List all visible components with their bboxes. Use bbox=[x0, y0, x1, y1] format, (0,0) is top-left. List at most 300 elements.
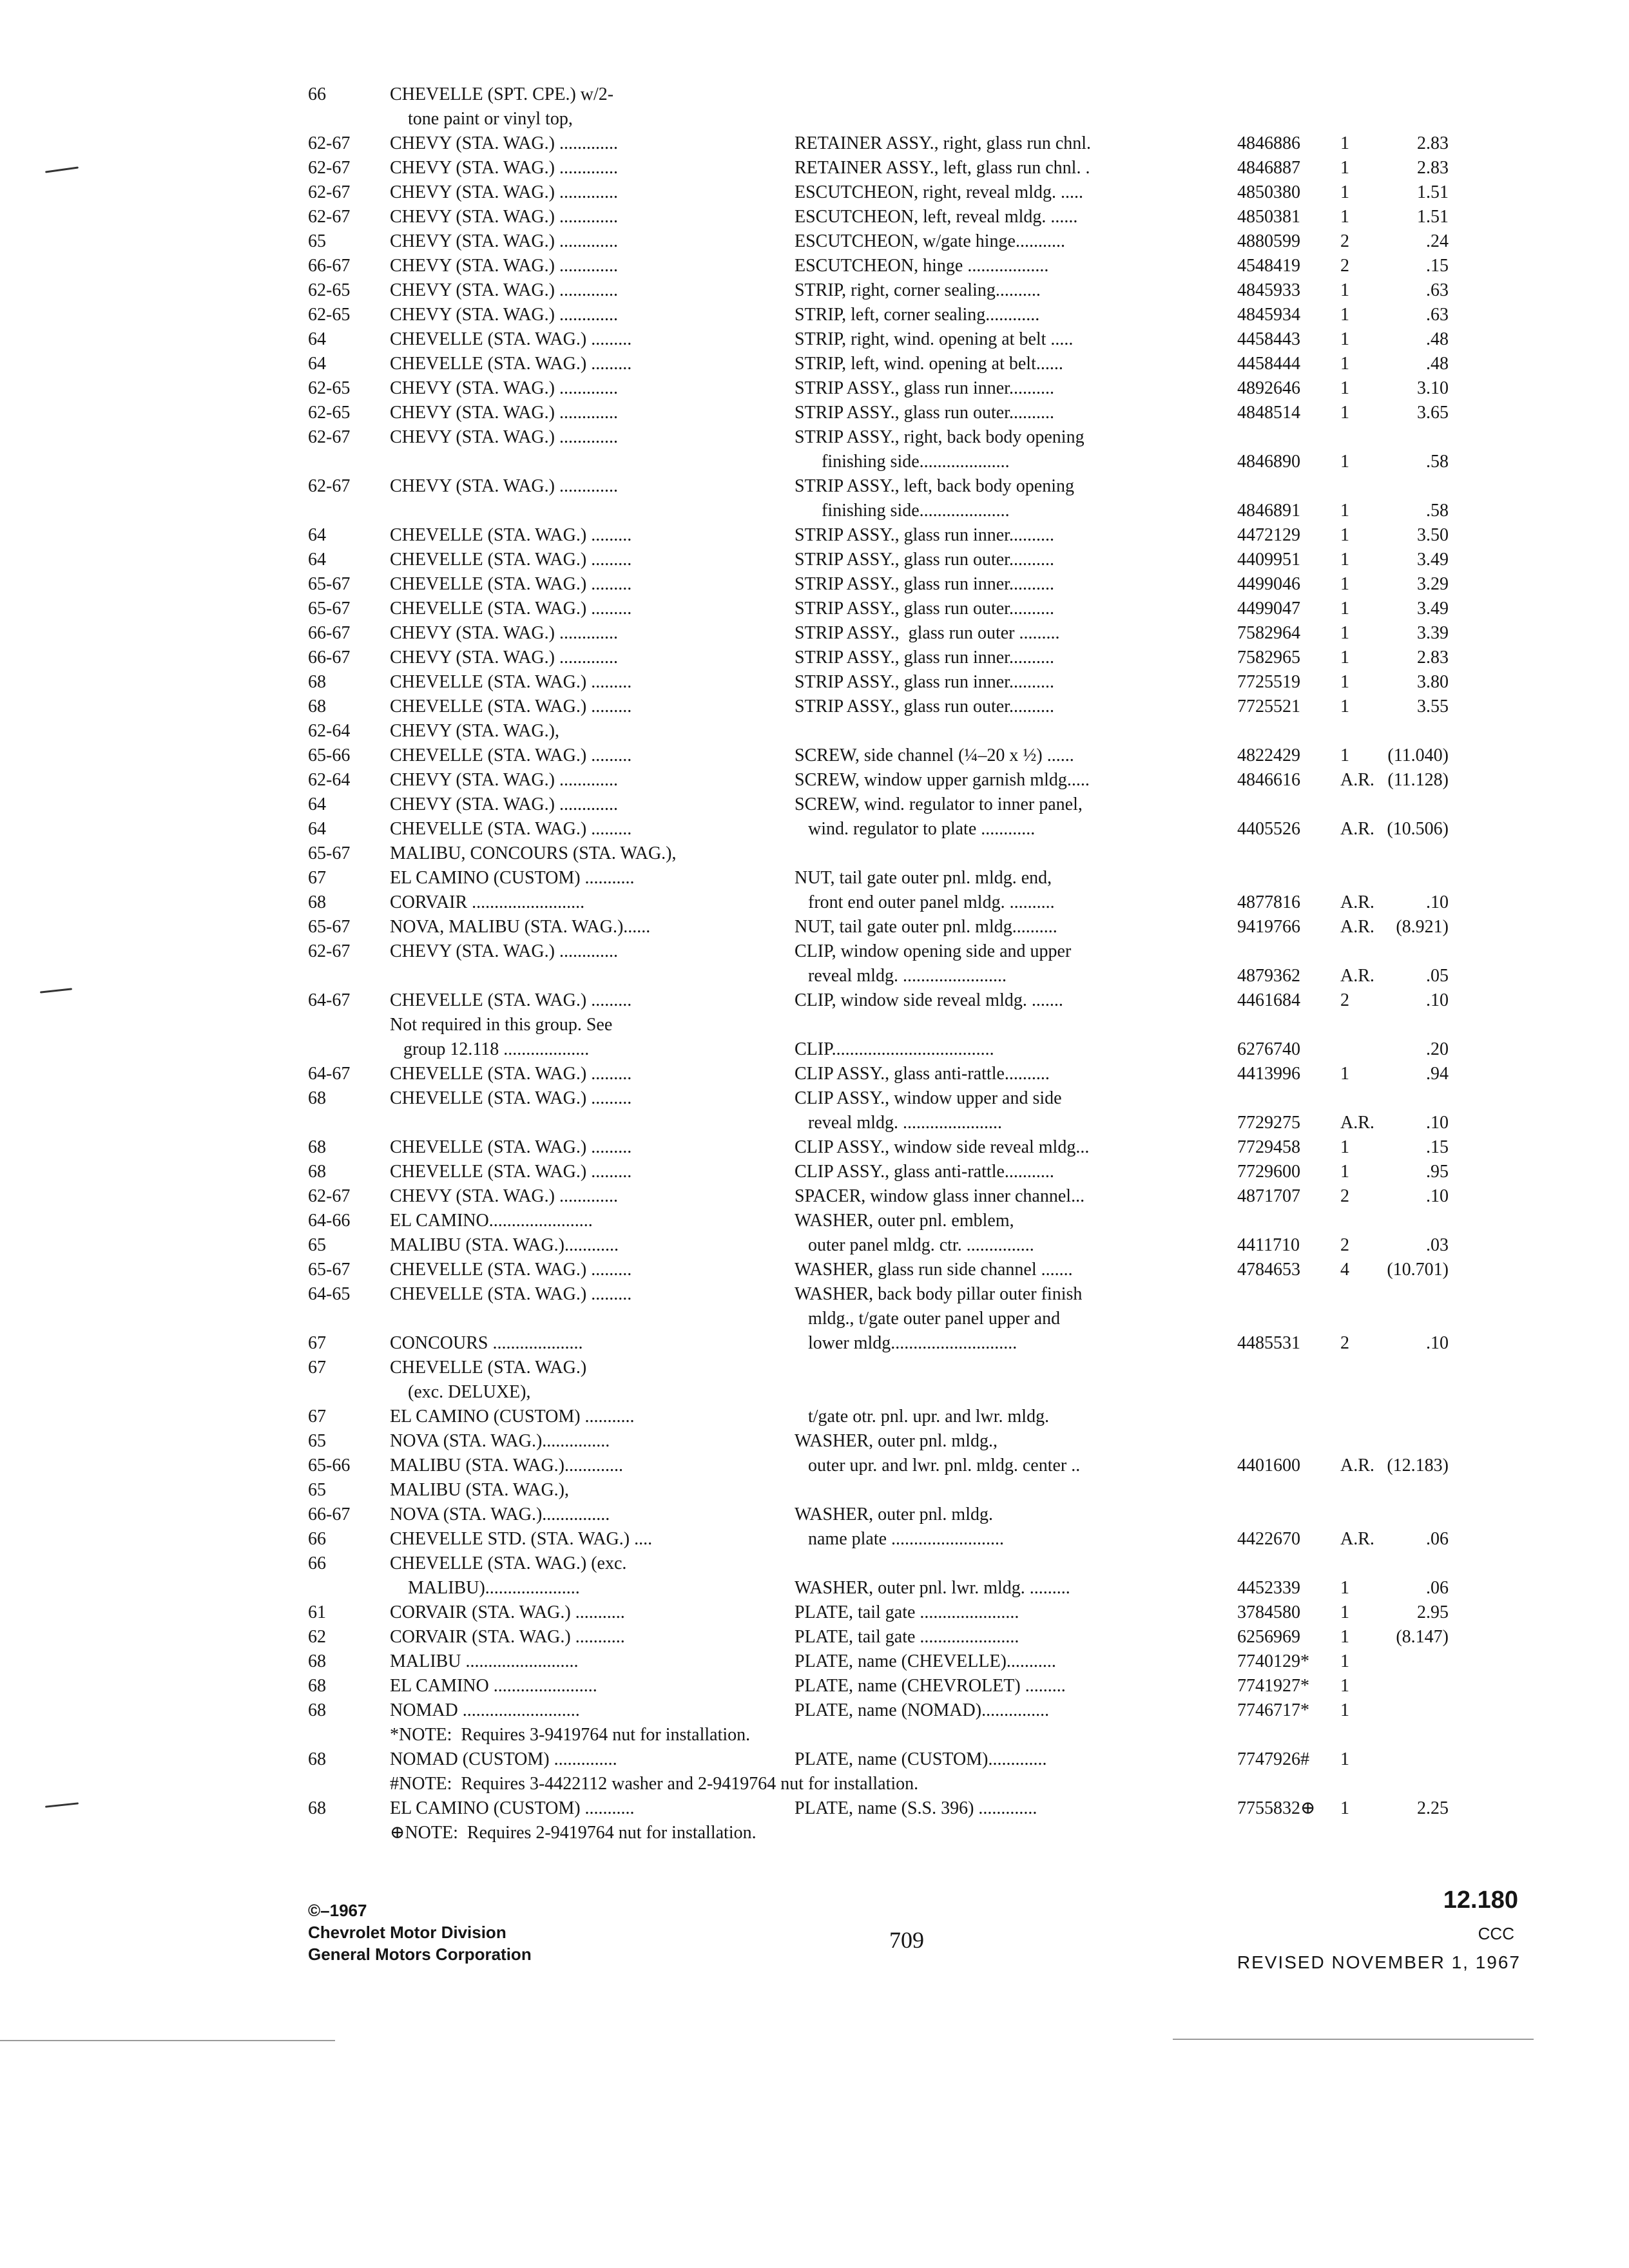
parts-row bbox=[0, 180, 1629, 205]
model-name: CHEVY (STA. WAG.) ............. bbox=[390, 403, 618, 423]
model-name: NOVA, MALIBU (STA. WAG.)...... bbox=[390, 917, 651, 937]
parts-row bbox=[0, 768, 1629, 793]
quantity: 1 bbox=[1340, 452, 1349, 472]
model-year: 65 bbox=[308, 1235, 326, 1255]
model-year: 64-66 bbox=[308, 1211, 351, 1231]
model-year: 64-65 bbox=[308, 1284, 351, 1304]
model-year: 65 bbox=[308, 231, 326, 251]
price: .10 bbox=[1426, 1333, 1449, 1353]
quantity: 1 bbox=[1340, 329, 1349, 349]
model-name: CHEVELLE (STA. WAG.) ......... bbox=[390, 672, 632, 692]
part-description: PLATE, name (CHEVELLE)........... bbox=[795, 1651, 1056, 1671]
model-year: 66 bbox=[308, 84, 326, 104]
part-number: 9419766 bbox=[1237, 917, 1300, 937]
model-year: 62-67 bbox=[308, 207, 351, 227]
model-name: CHEVELLE (STA. WAG.) ......... bbox=[390, 525, 632, 545]
parts-row bbox=[0, 278, 1629, 303]
model-year: 65-67 bbox=[308, 843, 351, 863]
model-year: 66-67 bbox=[308, 648, 351, 668]
model-name: CHEVELLE (STA. WAG.) ......... bbox=[390, 819, 632, 839]
model-year: 64-67 bbox=[308, 1064, 351, 1084]
model-year: 66-67 bbox=[308, 623, 351, 643]
model-year: 65-67 bbox=[308, 574, 351, 594]
footnote-text: #NOTE: Requires 3-4422112 washer and 2-9419764 nut for installation. bbox=[390, 1774, 919, 1794]
parts-row bbox=[0, 1429, 1629, 1454]
part-description: STRIP ASSY., glass run inner.......... bbox=[795, 574, 1054, 594]
part-number: 7582965 bbox=[1237, 648, 1300, 668]
model-name: CHEVELLE (STA. WAG.) ......... bbox=[390, 599, 632, 619]
quantity: 1 bbox=[1340, 1749, 1349, 1769]
parts-row bbox=[0, 1454, 1629, 1478]
quantity: 1 bbox=[1340, 672, 1349, 692]
parts-row bbox=[0, 621, 1629, 646]
parts-row bbox=[0, 1796, 1629, 1821]
model-name: CHEVELLE (STA. WAG.) ......... bbox=[390, 1284, 632, 1304]
parts-row bbox=[0, 572, 1629, 597]
quantity: 1 bbox=[1340, 1651, 1349, 1671]
model-year: 62-65 bbox=[308, 403, 351, 423]
model-year: 68 bbox=[308, 1700, 326, 1720]
model-name: group 12.118 ................... bbox=[390, 1039, 590, 1059]
parts-row bbox=[0, 1600, 1629, 1625]
parts-row bbox=[0, 646, 1629, 670]
part-description: SCREW, wind. regulator to inner panel, bbox=[795, 794, 1083, 814]
copyright: ©–1967 bbox=[308, 1901, 367, 1920]
scan-edge-line-right bbox=[1173, 2039, 1534, 2040]
price: 1.51 bbox=[1417, 207, 1449, 227]
model-name: tone paint or vinyl top, bbox=[390, 109, 573, 129]
parts-row bbox=[0, 131, 1629, 156]
parts-row bbox=[0, 156, 1629, 180]
price: .48 bbox=[1426, 354, 1449, 374]
quantity: 1 bbox=[1340, 354, 1349, 374]
model-year: 68 bbox=[308, 1749, 326, 1769]
parts-row bbox=[0, 1405, 1629, 1429]
model-year: 67 bbox=[308, 1333, 326, 1353]
parts-row bbox=[0, 303, 1629, 327]
quantity: 1 bbox=[1340, 697, 1349, 716]
model-name: EL CAMINO (CUSTOM) ........... bbox=[390, 1407, 635, 1427]
quantity: A.R. bbox=[1340, 1456, 1374, 1475]
parts-row bbox=[0, 1135, 1629, 1160]
parts-row bbox=[0, 1258, 1629, 1282]
quantity: 1 bbox=[1340, 280, 1349, 300]
model-name: CHEVELLE (STA. WAG.) ......... bbox=[390, 1162, 632, 1182]
price: (10.506) bbox=[1387, 819, 1449, 839]
model-year: 68 bbox=[308, 892, 326, 912]
model-year: 64 bbox=[308, 819, 326, 839]
price: 2.95 bbox=[1417, 1602, 1449, 1622]
part-number: 3784580 bbox=[1237, 1602, 1300, 1622]
price: 3.10 bbox=[1417, 378, 1449, 398]
model-year: 65 bbox=[308, 1480, 326, 1500]
parts-row bbox=[0, 352, 1629, 376]
model-name: CHEVY (STA. WAG.) ............. bbox=[390, 941, 618, 961]
price: (11.128) bbox=[1387, 770, 1449, 790]
price: .63 bbox=[1426, 280, 1449, 300]
model-name: CHEVY (STA. WAG.) ............. bbox=[390, 133, 618, 153]
model-year: 68 bbox=[308, 1798, 326, 1818]
part-description: RETAINER ASSY., right, glass run chnl. bbox=[795, 133, 1092, 153]
model-name: (exc. DELUXE), bbox=[390, 1382, 531, 1402]
model-year: 64 bbox=[308, 329, 326, 349]
part-description: PLATE, name (S.S. 396) ............. bbox=[795, 1798, 1037, 1818]
part-number: 4405526 bbox=[1237, 819, 1300, 839]
part-description: STRIP ASSY., glass run outer.......... bbox=[795, 599, 1054, 619]
part-number: 4499046 bbox=[1237, 574, 1300, 594]
part-description: STRIP ASSY., glass run outer.......... bbox=[795, 697, 1054, 716]
price: 3.55 bbox=[1417, 697, 1449, 716]
quantity: 1 bbox=[1340, 1578, 1349, 1598]
model-name: CORVAIR ......................... bbox=[390, 892, 585, 912]
quantity: 1 bbox=[1340, 599, 1349, 619]
part-description: SCREW, window upper garnish mldg..... bbox=[795, 770, 1090, 790]
part-number: 4892646 bbox=[1237, 378, 1300, 398]
model-year: 66-67 bbox=[308, 1504, 351, 1524]
model-year: 68 bbox=[308, 697, 326, 716]
model-name: CHEVY (STA. WAG.) ............. bbox=[390, 648, 618, 668]
model-name: CHEVELLE (STA. WAG.) ......... bbox=[390, 1260, 632, 1280]
parts-row bbox=[0, 1356, 1629, 1380]
price: 3.65 bbox=[1417, 403, 1449, 423]
model-name: NOMAD (CUSTOM) .............. bbox=[390, 1749, 617, 1769]
model-name: EL CAMINO ....................... bbox=[390, 1676, 597, 1696]
quantity: 2 bbox=[1340, 1235, 1349, 1255]
part-description: SCREW, side channel (¼–20 x ½) ...... bbox=[795, 745, 1074, 765]
model-name: CHEVY (STA. WAG.) ............. bbox=[390, 794, 618, 814]
price: .06 bbox=[1426, 1529, 1449, 1549]
part-number: 4784653 bbox=[1237, 1260, 1300, 1280]
quantity: A.R. bbox=[1340, 892, 1374, 912]
part-number: 4452339 bbox=[1237, 1578, 1300, 1598]
model-year: 62-65 bbox=[308, 378, 351, 398]
part-number: 4879362 bbox=[1237, 966, 1300, 986]
model-year: 65 bbox=[308, 1431, 326, 1451]
model-year: 68 bbox=[308, 1137, 326, 1157]
parts-row bbox=[0, 1160, 1629, 1184]
model-name: MALIBU, CONCOURS (STA. WAG.), bbox=[390, 843, 677, 863]
part-description: CLIP ASSY., window upper and side reveal mldg. ...................... bbox=[795, 1088, 1062, 1133]
quantity: A.R. bbox=[1340, 819, 1374, 839]
model-name: CHEVY (STA. WAG.) ............. bbox=[390, 256, 618, 276]
part-number: 7747926# bbox=[1237, 1749, 1309, 1769]
part-number: 4422670 bbox=[1237, 1529, 1300, 1549]
model-year: 62-67 bbox=[308, 133, 351, 153]
model-name: CHEVELLE (STA. WAG.) ......... bbox=[390, 574, 632, 594]
parts-row bbox=[0, 817, 1629, 841]
model-name: CORVAIR (STA. WAG.) ........... bbox=[390, 1602, 625, 1622]
footnote bbox=[0, 1723, 1629, 1747]
catalog-code: CCC bbox=[1478, 1924, 1514, 1943]
part-number: 4411710 bbox=[1237, 1235, 1300, 1255]
quantity: 1 bbox=[1340, 1162, 1349, 1182]
model-name: CHEVELLE (STA. WAG.) ......... bbox=[390, 745, 632, 765]
quantity: 1 bbox=[1340, 1676, 1349, 1696]
part-description: STRIP, left, wind. opening at belt...... bbox=[795, 354, 1063, 374]
part-description: front end outer panel mldg. .......... bbox=[795, 892, 1055, 912]
part-description: PLATE, name (NOMAD)............... bbox=[795, 1700, 1050, 1720]
part-description: STRIP ASSY., glass run inner.......... bbox=[795, 648, 1054, 668]
price: 1.51 bbox=[1417, 182, 1449, 202]
price: .06 bbox=[1426, 1578, 1449, 1598]
parts-row bbox=[0, 1331, 1629, 1356]
quantity: 4 bbox=[1340, 1260, 1349, 1280]
quantity: 2 bbox=[1340, 1333, 1349, 1353]
price: .15 bbox=[1426, 1137, 1449, 1157]
parts-row bbox=[0, 1233, 1629, 1258]
parts-row bbox=[0, 254, 1629, 278]
price: .15 bbox=[1426, 256, 1449, 276]
part-description: PLATE, name (CHEVROLET) ......... bbox=[795, 1676, 1066, 1696]
model-name: CHEVY (STA. WAG.) ............. bbox=[390, 427, 618, 447]
price: .03 bbox=[1426, 1235, 1449, 1255]
model-year: 62-67 bbox=[308, 158, 351, 178]
quantity: 1 bbox=[1340, 501, 1349, 521]
model-name: CORVAIR (STA. WAG.) ........... bbox=[390, 1627, 625, 1647]
parts-row bbox=[0, 425, 1629, 474]
part-number: 7729275 bbox=[1237, 1113, 1300, 1133]
parts-row bbox=[0, 1209, 1629, 1233]
model-name: CHEVELLE STD. (STA. WAG.) .... bbox=[390, 1529, 653, 1549]
model-name: EL CAMINO....................... bbox=[390, 1211, 593, 1231]
price: (8.921) bbox=[1396, 917, 1449, 937]
price: .05 bbox=[1426, 966, 1449, 986]
parts-row bbox=[0, 1698, 1629, 1723]
parts-row bbox=[0, 401, 1629, 425]
part-description: outer panel mldg. ctr. ............... bbox=[795, 1235, 1034, 1255]
part-number: 4845934 bbox=[1237, 305, 1300, 325]
model-name: EL CAMINO (CUSTOM) ........... bbox=[390, 868, 635, 888]
part-description: SPACER, window glass inner channel... bbox=[795, 1186, 1085, 1206]
model-year: 65-66 bbox=[308, 745, 351, 765]
model-year: 68 bbox=[308, 1088, 326, 1108]
model-name: CHEVY (STA. WAG.) ............. bbox=[390, 623, 618, 643]
price: (10.701) bbox=[1387, 1260, 1449, 1280]
parts-row bbox=[0, 82, 1629, 107]
price: .63 bbox=[1426, 305, 1449, 325]
parts-row bbox=[0, 1674, 1629, 1698]
parts-row bbox=[0, 1576, 1629, 1600]
quantity: 1 bbox=[1340, 1700, 1349, 1720]
parts-row bbox=[0, 841, 1629, 866]
part-description: STRIP ASSY., glass run outer ......... bbox=[795, 623, 1060, 643]
part-number: 4413996 bbox=[1237, 1064, 1300, 1084]
price: .94 bbox=[1426, 1064, 1449, 1084]
footnote bbox=[0, 1821, 1629, 1845]
part-description: WASHER, outer pnl. mldg., bbox=[795, 1431, 998, 1451]
price: .10 bbox=[1426, 1186, 1449, 1206]
part-description: t/gate otr. pnl. upr. and lwr. mldg. bbox=[795, 1407, 1050, 1427]
model-year: 66 bbox=[308, 1553, 326, 1573]
model-year: 64 bbox=[308, 525, 326, 545]
model-year: 62-67 bbox=[308, 476, 351, 496]
page-number: 709 bbox=[889, 1927, 924, 1953]
publisher-block bbox=[308, 1899, 532, 1965]
model-name: MALIBU (STA. WAG.)............ bbox=[390, 1235, 619, 1255]
parts-row bbox=[0, 107, 1629, 131]
part-description: STRIP ASSY., glass run inner.......... bbox=[795, 378, 1054, 398]
quantity: A.R. bbox=[1340, 1113, 1374, 1133]
quantity: 2 bbox=[1340, 231, 1349, 251]
part-description: WASHER, outer pnl. lwr. mldg. ......... bbox=[795, 1578, 1070, 1598]
part-number: 4848514 bbox=[1237, 403, 1300, 423]
part-description: PLATE, tail gate ...................... bbox=[795, 1602, 1019, 1622]
part-number: 7741927* bbox=[1237, 1676, 1309, 1696]
model-year: 62-65 bbox=[308, 305, 351, 325]
part-number: 4458444 bbox=[1237, 354, 1300, 374]
model-year: 64 bbox=[308, 354, 326, 374]
parts-row bbox=[0, 1552, 1629, 1576]
model-name: CHEVELLE (STA. WAG.) ......... bbox=[390, 550, 632, 570]
part-number: 4845933 bbox=[1237, 280, 1300, 300]
parts-row bbox=[0, 474, 1629, 523]
quantity: 1 bbox=[1340, 182, 1349, 202]
model-name: CHEVELLE (STA. WAG.) ......... bbox=[390, 329, 632, 349]
part-number: 4850381 bbox=[1237, 207, 1300, 227]
quantity: 1 bbox=[1340, 378, 1349, 398]
quantity: 1 bbox=[1340, 1137, 1349, 1157]
model-name: CHEVY (STA. WAG.) ............. bbox=[390, 1186, 618, 1206]
part-description: CLIP ASSY., glass anti-rattle........... bbox=[795, 1162, 1054, 1182]
quantity: 2 bbox=[1340, 256, 1349, 276]
quantity: 1 bbox=[1340, 1798, 1349, 1818]
parts-row bbox=[0, 597, 1629, 621]
model-year: 68 bbox=[308, 1651, 326, 1671]
part-number: 7725521 bbox=[1237, 697, 1300, 716]
model-year: 62-64 bbox=[308, 770, 351, 790]
model-name: MALIBU)..................... bbox=[390, 1578, 580, 1598]
part-description: STRIP ASSY., glass run outer.......... bbox=[795, 550, 1054, 570]
parts-row bbox=[0, 744, 1629, 768]
price: 2.83 bbox=[1417, 648, 1449, 668]
model-year: 66-67 bbox=[308, 256, 351, 276]
part-number: 4846616 bbox=[1237, 770, 1300, 790]
price: .24 bbox=[1426, 231, 1449, 251]
parts-row bbox=[0, 670, 1629, 695]
footnote-text: *NOTE: Requires 3-9419764 nut for installation. bbox=[390, 1725, 751, 1745]
part-number: 7725519 bbox=[1237, 672, 1300, 692]
price: (11.040) bbox=[1387, 745, 1449, 765]
part-description: WASHER, outer pnl. mldg. bbox=[795, 1504, 993, 1524]
parts-row bbox=[0, 1747, 1629, 1772]
company-name: Chevrolet Motor Division bbox=[308, 1923, 506, 1942]
model-name: MALIBU (STA. WAG.), bbox=[390, 1480, 570, 1500]
quantity: 1 bbox=[1340, 133, 1349, 153]
part-number: 4461684 bbox=[1237, 990, 1300, 1010]
part-number: 4548419 bbox=[1237, 256, 1300, 276]
parts-row bbox=[0, 327, 1629, 352]
quantity: 1 bbox=[1340, 158, 1349, 178]
model-year: 66 bbox=[308, 1529, 326, 1549]
price: (12.183) bbox=[1387, 1456, 1449, 1475]
revision-date: REVISED NOVEMBER 1, 1967 bbox=[1237, 1952, 1521, 1972]
model-year: 65-67 bbox=[308, 1260, 351, 1280]
quantity: A.R. bbox=[1340, 966, 1374, 986]
part-description: NUT, tail gate outer pnl. mldg. end, bbox=[795, 868, 1052, 888]
part-number: 4871707 bbox=[1237, 1186, 1300, 1206]
part-number: 4877816 bbox=[1237, 892, 1300, 912]
parts-row bbox=[0, 229, 1629, 254]
model-name: NOVA (STA. WAG.)............... bbox=[390, 1431, 610, 1451]
part-description: name plate ......................... bbox=[795, 1529, 1005, 1549]
part-number: 7755832⊕ bbox=[1237, 1798, 1316, 1818]
parts-row bbox=[0, 890, 1629, 915]
model-name: NOVA (STA. WAG.)............... bbox=[390, 1504, 610, 1524]
quantity: 1 bbox=[1340, 574, 1349, 594]
price: 3.39 bbox=[1417, 623, 1449, 643]
model-name: CHEVELLE (STA. WAG.) ......... bbox=[390, 1088, 632, 1108]
part-description: ESCUTCHEON, left, reveal mldg. ...... bbox=[795, 207, 1078, 227]
part-description: STRIP, right, corner sealing.......... bbox=[795, 280, 1041, 300]
part-number: 7740129* bbox=[1237, 1651, 1309, 1671]
price: 2.83 bbox=[1417, 158, 1449, 178]
part-description: CLIP ASSY., glass anti-rattle.......... bbox=[795, 1064, 1050, 1084]
model-name: CHEVELLE (STA. WAG.) ......... bbox=[390, 697, 632, 716]
quantity: 1 bbox=[1340, 525, 1349, 545]
part-number: 7729600 bbox=[1237, 1162, 1300, 1182]
part-number: 7729458 bbox=[1237, 1137, 1300, 1157]
part-description: mldg., t/gate outer panel upper and bbox=[795, 1309, 1061, 1329]
part-description: CLIP.................................... bbox=[795, 1039, 994, 1059]
footnote-text: ⊕NOTE: Requires 2-9419764 nut for installation. bbox=[390, 1823, 757, 1843]
model-year: 62-67 bbox=[308, 941, 351, 961]
model-name: CHEVY (STA. WAG.) ............. bbox=[390, 182, 618, 202]
part-number: 4499047 bbox=[1237, 599, 1300, 619]
price: 3.49 bbox=[1417, 599, 1449, 619]
part-description: STRIP ASSY., glass run outer.......... bbox=[795, 403, 1054, 423]
price: .48 bbox=[1426, 329, 1449, 349]
model-year: 67 bbox=[308, 1358, 326, 1378]
quantity: 1 bbox=[1340, 623, 1349, 643]
model-name: CHEVY (STA. WAG.) ............. bbox=[390, 378, 618, 398]
model-year: 68 bbox=[308, 672, 326, 692]
model-name: CHEVY (STA. WAG.) ............. bbox=[390, 305, 618, 325]
price: .20 bbox=[1426, 1039, 1449, 1059]
part-number: 4822429 bbox=[1237, 745, 1300, 765]
model-year: 64-67 bbox=[308, 990, 351, 1010]
model-year: 67 bbox=[308, 1407, 326, 1427]
parts-row bbox=[0, 1037, 1629, 1062]
model-name: CHEVELLE (SPT. CPE.) w/2- bbox=[390, 84, 614, 104]
price: .95 bbox=[1426, 1162, 1449, 1182]
price: .58 bbox=[1426, 501, 1449, 521]
corporation-name: General Motors Corporation bbox=[308, 1945, 532, 1964]
price: 3.80 bbox=[1417, 672, 1449, 692]
quantity: 1 bbox=[1340, 1627, 1349, 1647]
parts-row bbox=[0, 1307, 1629, 1331]
model-name: CHEVY (STA. WAG.) ............. bbox=[390, 770, 618, 790]
parts-row bbox=[0, 548, 1629, 572]
model-name: CHEVY (STA. WAG.) ............. bbox=[390, 158, 618, 178]
price: .10 bbox=[1426, 990, 1449, 1010]
part-description: WASHER, outer pnl. emblem, bbox=[795, 1211, 1014, 1231]
model-year: 65-67 bbox=[308, 599, 351, 619]
price: 3.50 bbox=[1417, 525, 1449, 545]
part-description: ESCUTCHEON, hinge .................. bbox=[795, 256, 1049, 276]
model-name: MALIBU ......................... bbox=[390, 1651, 579, 1671]
part-description: PLATE, tail gate ...................... bbox=[795, 1627, 1019, 1647]
quantity: 1 bbox=[1340, 305, 1349, 325]
part-description: CLIP, window side reveal mldg. ....... bbox=[795, 990, 1063, 1010]
model-year: 62 bbox=[308, 1627, 326, 1647]
part-number: 4850380 bbox=[1237, 182, 1300, 202]
model-name: CHEVY (STA. WAG.) ............. bbox=[390, 207, 618, 227]
part-description: RETAINER ASSY., left, glass run chnl. . bbox=[795, 158, 1090, 178]
part-number: 4846891 bbox=[1237, 501, 1300, 521]
part-number: 4846890 bbox=[1237, 452, 1300, 472]
model-name: CHEVELLE (STA. WAG.) ......... bbox=[390, 1064, 632, 1084]
scan-edge-line-left bbox=[0, 2040, 335, 2041]
